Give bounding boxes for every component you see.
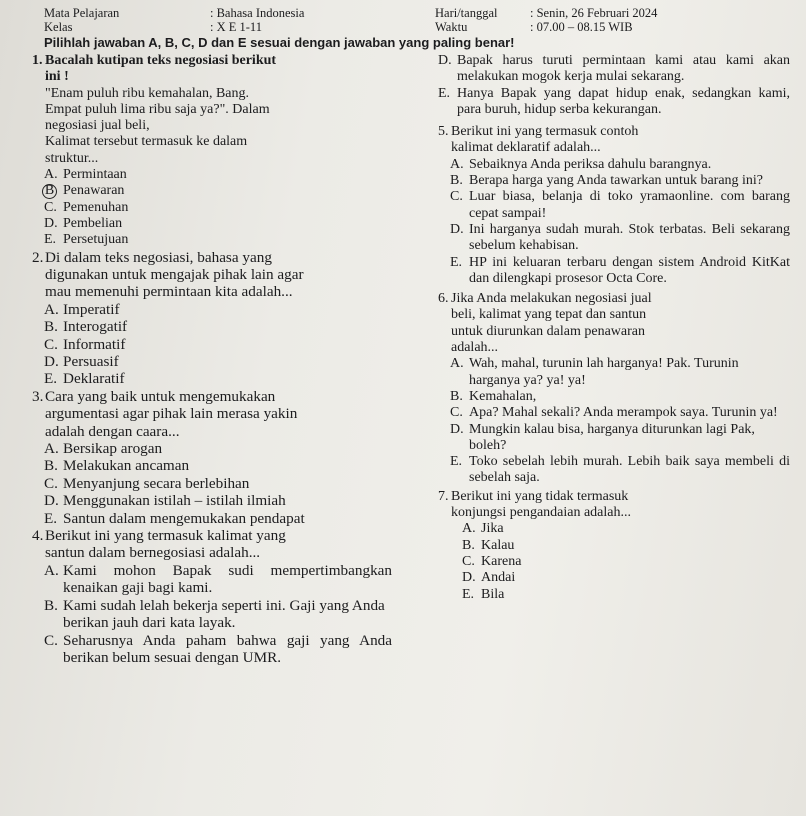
option[interactable]: E. Santun dalam mengemukakan pendapat <box>44 509 305 527</box>
option[interactable]: C. Informatif <box>44 335 126 353</box>
question-line: Bacalah kutipan teks negosiasi berikut <box>45 53 277 68</box>
instruction: Pilihlah jawaban A, B, C, D dan E sesuai dengan jawaban yang paling benar! <box>44 35 515 50</box>
question-1 <box>32 53 392 167</box>
option[interactable]: A. Kami mohon Bapak sudi mempertimbangkan kenaikan gaji bagi kami. <box>44 561 392 597</box>
class-label: Kelas <box>44 20 73 34</box>
option[interactable]: C. Apa? Mahal sekali? Anda merampok saya. Turunin ya! <box>450 405 778 421</box>
option[interactable]: B. Berapa harga yang Anda tawarkan untuk barang ini? <box>450 173 764 189</box>
question-number: 7. <box>438 488 449 504</box>
option[interactable]: E. Bila <box>462 586 505 602</box>
option[interactable]: D. Ini harganya sudah murah. Stok terbatas. Beli sekarang sebelum kehabisan. <box>450 221 790 254</box>
answer-circle: B <box>42 184 57 199</box>
option[interactable]: C. Menyanjung secara berlebihan <box>44 474 250 492</box>
subject-label: Mata Pelajaran <box>44 6 120 20</box>
question-6 <box>438 291 790 356</box>
option[interactable]: D. Menggunakan istilah – istilah ilmiah <box>44 492 286 510</box>
option[interactable]: C. Seharusnya Anda paham bahwa gaji yang Anda berikan belum sesuai dengan UMR. <box>44 631 392 666</box>
question-line: negosiasi jual beli, <box>45 118 150 134</box>
question-line: ini ! <box>45 69 69 85</box>
exam-header <box>44 6 784 34</box>
option[interactable]: A. Sebaiknya Anda periksa dahulu barangnya. <box>450 156 712 172</box>
question-line: untuk diurunkan dalam penawaran <box>451 323 645 339</box>
option[interactable]: C. Pemenuhan <box>44 199 129 215</box>
option[interactable]: B. Kemahalan, <box>450 388 537 404</box>
question-line: konjungsi pengandaian adalah... <box>451 505 632 521</box>
option[interactable]: B. Kami sudah lelah bekerja seperti ini. Gaji yang Anda berikan jauh dari kata layak. <box>44 596 385 632</box>
option[interactable]: B. Interogatif <box>44 318 128 336</box>
question-line: Berikut ini yang termasuk kalimat yang <box>45 527 286 545</box>
question-number: 3. <box>32 387 44 405</box>
question-3 <box>32 388 392 440</box>
question-line: Cara yang baik untuk mengemukakan <box>45 387 276 405</box>
time-value: : 07.00 – 08.15 WIB <box>530 20 633 34</box>
right-column <box>438 53 790 603</box>
question-line: beli, kalimat yang tepat dan santun <box>451 307 647 323</box>
option[interactable]: D. Persuasif <box>44 353 119 370</box>
option[interactable]: A. Wah, mahal, turunin lah harganya! Pak. Turunin harganya ya? ya! ya! <box>450 356 739 388</box>
option[interactable]: A. Jika <box>462 521 504 537</box>
question-line: Berikut ini yang termasuk contoh <box>451 124 639 140</box>
question-line: Di dalam teks negosiasi, bahasa yang <box>45 248 272 266</box>
date-value: : Senin, 26 Februari 2024 <box>530 6 658 20</box>
option[interactable]: B. Melakukan ancaman <box>44 457 190 475</box>
question-5 <box>438 124 790 157</box>
question-line: Berikut ini yang tidak termasuk <box>451 488 629 504</box>
question-line: santun dalam bernegosiasi adalah... <box>45 544 261 562</box>
left-column <box>32 53 392 666</box>
class-value: : X E 1-11 <box>210 20 262 34</box>
question-line: Kalimat tersebut termasuk ke dalam <box>45 134 248 150</box>
question-line: Empat puluh lima ribu saja ya?". Dalam <box>45 101 270 117</box>
question-line: adalah dengan caara... <box>45 422 180 440</box>
option[interactable]: D. Pembelian <box>44 215 123 231</box>
question-number: 1. <box>32 53 43 68</box>
question-2 <box>32 249 392 301</box>
option[interactable]: A. Imperatif <box>44 300 120 318</box>
option[interactable]: C. Karena <box>462 553 522 569</box>
option[interactable]: D. Andai <box>462 570 516 586</box>
option[interactable]: B. Kalau <box>462 537 515 553</box>
question-number: 5. <box>438 124 449 140</box>
time-label: Waktu <box>435 20 468 34</box>
option[interactable]: E. Persetujuan <box>44 232 129 248</box>
date-label: Hari/tanggal <box>435 6 498 20</box>
question-number: 4. <box>32 527 44 545</box>
option[interactable]: D. Mungkin kalau bisa, harganya diturunkan lagi Pak, boleh? <box>450 421 755 453</box>
question-line: struktur... <box>45 150 99 166</box>
option[interactable]: E. Deklaratif <box>44 370 125 388</box>
option[interactable]: A. Permintaan <box>44 167 127 183</box>
question-line: adalah... <box>451 340 499 356</box>
subject-value: : Bahasa Indonesia <box>210 6 305 20</box>
question-line: digunakan untuk mengajak pihak lain agar <box>45 265 304 283</box>
option[interactable]: D. Bapak harus turuti permintaan kami atau kami akan melakukan mogok kerja mulai sekarang. <box>438 53 790 85</box>
question-4 <box>32 527 392 562</box>
question-line: kalimat deklaratif adalah... <box>451 140 601 156</box>
question-line: mau memenuhi permintaan kita adalah... <box>45 283 293 301</box>
question-line: argumentasi agar pihak lain merasa yakin <box>45 405 298 423</box>
option-selected[interactable]: B Penawaran <box>32 183 392 199</box>
option[interactable]: E. Toko sebelah lebih murah. Lebih baik saya membeli di sebelah saja. <box>450 454 790 486</box>
question-line: Jika Anda melakukan negosiasi jual <box>451 291 652 307</box>
question-number: 2. <box>32 248 44 266</box>
question-line: "Enam puluh ribu kemahalan, Bang. <box>45 85 249 101</box>
option[interactable]: E. HP ini keluaran terbaru dengan sistem Android KitKat dan dilengkapi prosesor Octa Core. <box>450 254 790 286</box>
question-7 <box>438 489 790 522</box>
option[interactable]: A. Bersikap arogan <box>44 440 163 458</box>
option[interactable]: C. Luar biasa, belanja di toko yramaonline. com barang cepat sampai! <box>450 189 790 221</box>
question-number: 6. <box>438 291 449 307</box>
option[interactable]: E. Hanya Bapak yang dapat hidup enak, sedangkan kami, para buruh, hidup serba kekurangan. <box>438 85 790 117</box>
